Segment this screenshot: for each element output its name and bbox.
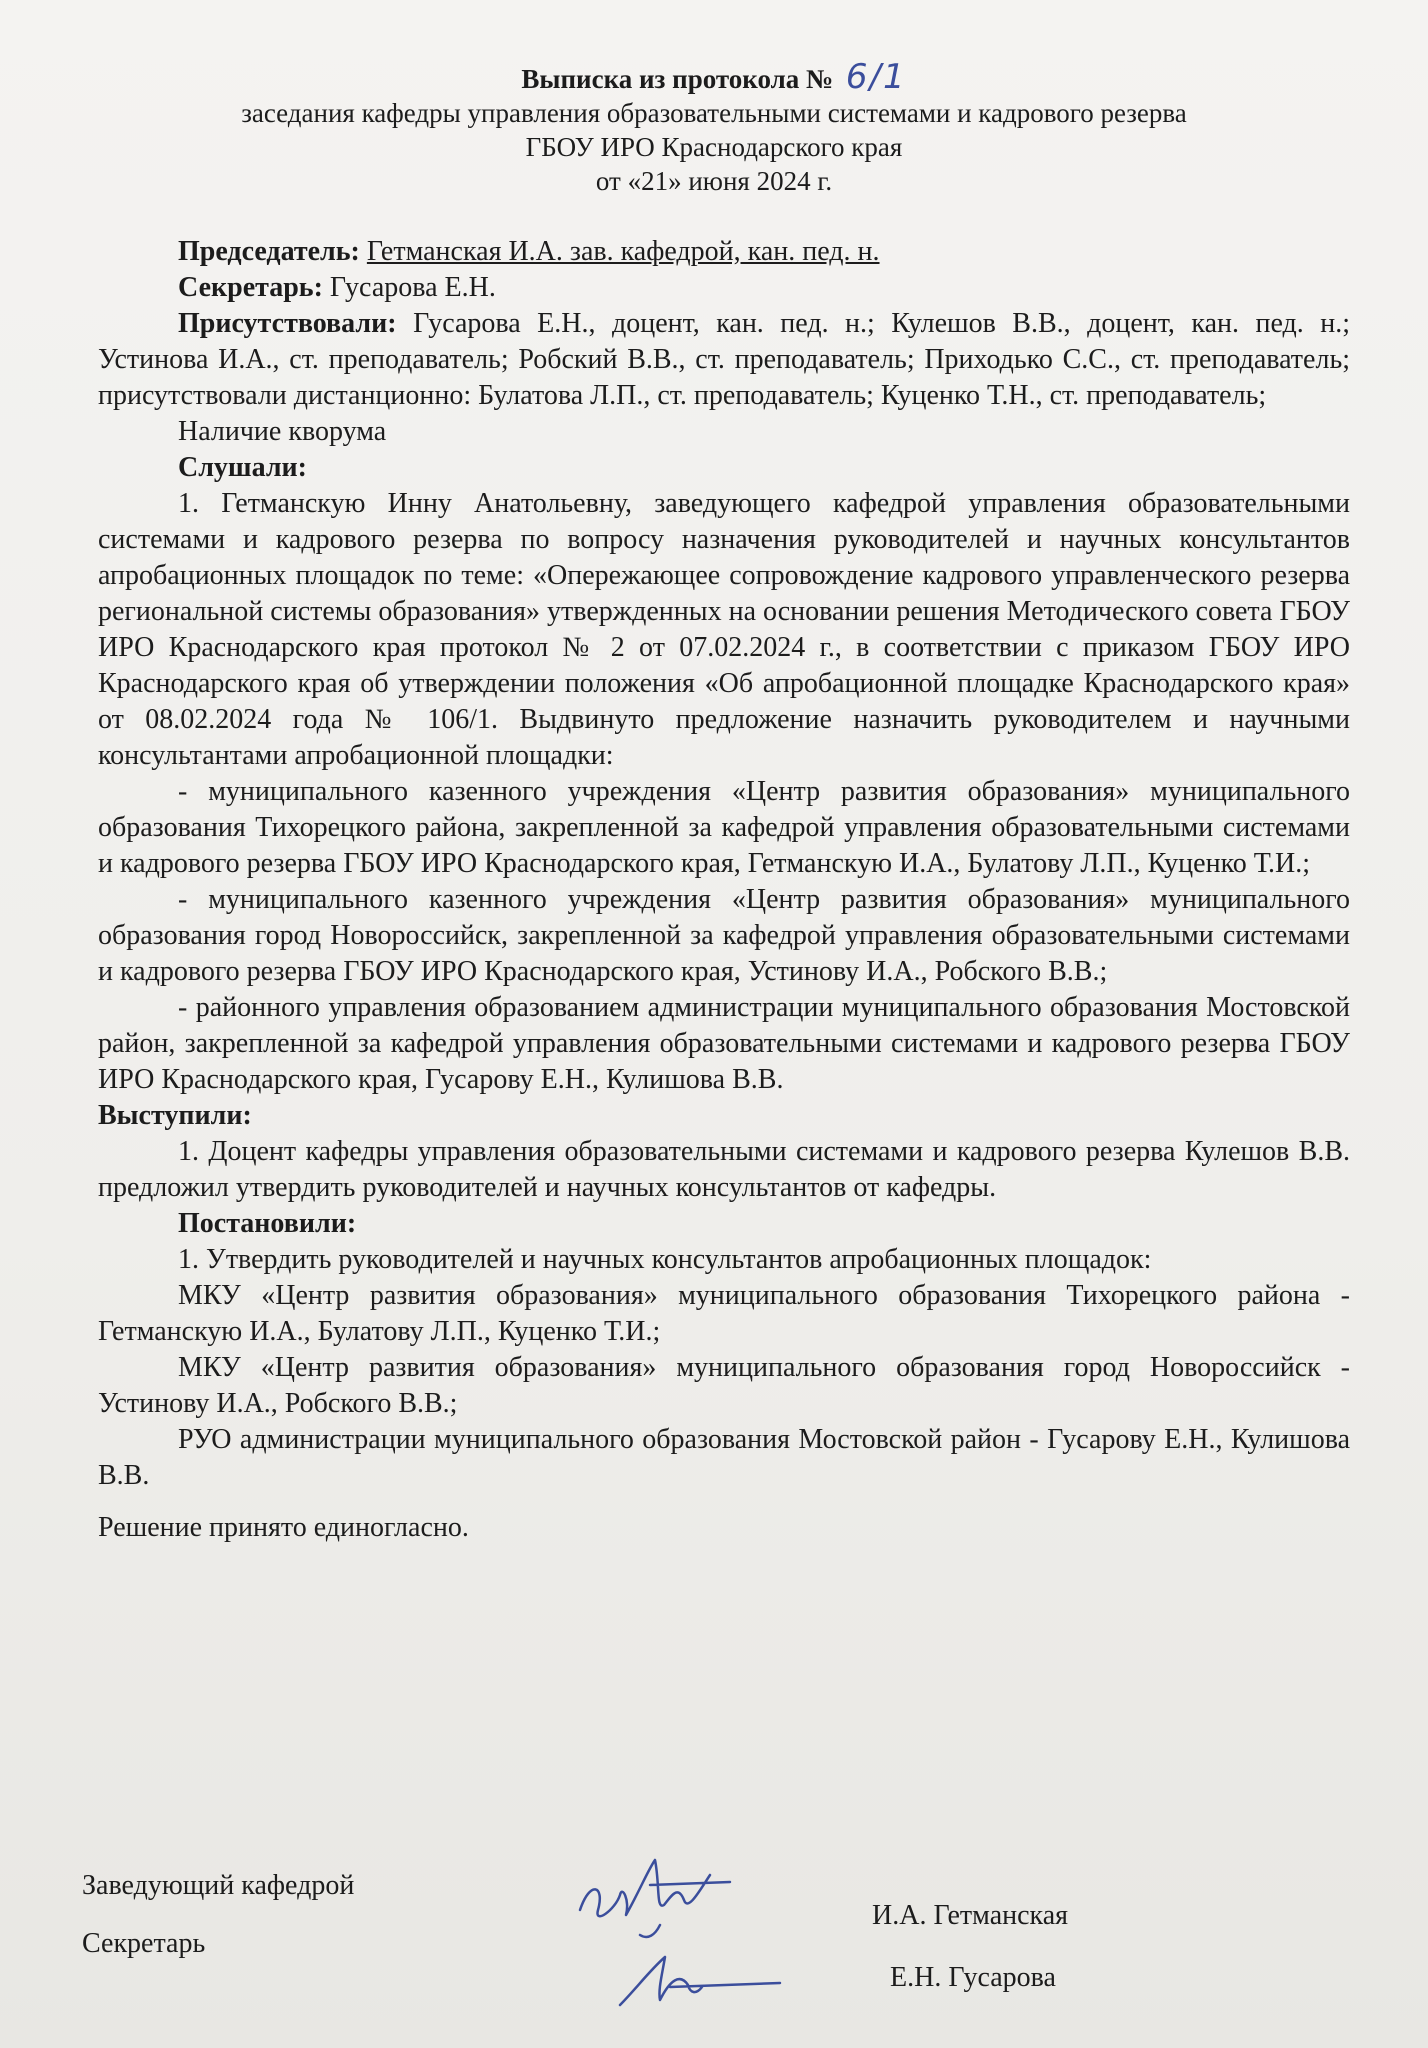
chair-line	[98, 234, 1350, 270]
header-organization: ГБОУ ИРО Краснодарского края	[525, 132, 903, 162]
heard-heading	[98, 450, 1350, 486]
spoke-item-1: 1. Доцент кафедры управления образовательными системами и кадрового резерва Кулешов В.В. предложил утвердить руководителей и научных консультантов от кафедры.	[98, 1136, 1350, 1203]
decision-line: Решение принято единогласно.	[98, 1512, 469, 1543]
secretary-name: Е.Н. Гусарова	[890, 1962, 1056, 1993]
resolved-paragraph-2: МКУ «Центр развития образования» муниципального образования город Новороссийск - Устинову И.А., Робского В.В.;	[98, 1352, 1350, 1419]
resolved-label: Постановили:	[178, 1208, 357, 1239]
heard-subitem-1: - муниципального казенного учреждения «Центр развития образования» муниципального образования Тихорецкого района, закрепленной за кафедрой управления образовательными системами и кадрового резерва ГБОУ ИРО Краснодарского края, Гетманскую И.А., Булатову Л.П., Куценко Т.И.;	[98, 776, 1350, 879]
quorum-line: Наличие кворума	[178, 416, 387, 447]
present-value: Гусарова Е.Н., доцент, кан. пед. н.; Кулешов В.В., доцент, кан. пед. н.; Устинова И.А., ст. преподаватель; Робский В.В., ст. преподаватель; Приходько С.С., ст. преподаватель; присутствовали дистанционно: Булатова Л.П., ст. преподаватель; Куценко Т.Н., ст. преподаватель;	[98, 308, 1350, 411]
present-label: Присутствовали:	[178, 308, 397, 339]
spoke-label: Выступили:	[98, 1100, 252, 1131]
resolved-paragraph-3: РУО администрации муниципального образования Мостовской район - Гусарову Е.Н., Кулишова В.В.	[98, 1424, 1350, 1491]
header-subtitle: заседания кафедры управления образовательными системами и кадрового резерва	[241, 98, 1187, 128]
resolved-item-1: 1. Утвердить руководителей и научных консультантов апробационных площадок:	[178, 1244, 1152, 1275]
present-paragraph	[98, 306, 1350, 414]
heard-label: Слушали:	[178, 452, 307, 483]
secretary-label: Секретарь:	[178, 272, 323, 303]
secretary-value: Гусарова Е.Н.	[329, 272, 496, 303]
head-title: Заведующий кафедрой	[82, 1870, 355, 1901]
chair-label: Председатель:	[178, 236, 360, 267]
resolved-heading	[98, 1206, 1350, 1242]
secretary-line	[98, 270, 1350, 306]
head-name: И.А. Гетманская	[872, 1900, 1069, 1931]
header-date: от «21» июня 2024 г.	[595, 166, 833, 196]
secretary-title: Секретарь	[82, 1928, 206, 1959]
spoke-heading	[98, 1098, 1350, 1134]
document-body	[98, 234, 1350, 1546]
heard-subitem-3: - районного управления образованием администрации муниципального образования Мостовской район, закрепленной за кафедрой управления образовательными системами и кадрового резерва ГБОУ ИРО Краснодарского края, Гусарову Е.Н., Кулишова В.В.	[98, 992, 1350, 1095]
head-signature	[560, 1840, 740, 1950]
secretary-signature	[610, 1945, 790, 2015]
resolved-paragraph-1: МКУ «Центр развития образования» муниципального образования Тихорецкого района - Гетманскую И.А., Булатову Л.П., Куценко Т.И.;	[98, 1280, 1350, 1347]
chair-value: Гетманская И.А. зав. кафедрой, кан. пед. н.	[366, 236, 880, 267]
heard-item-1: 1. Гетманскую Инну Анатольевну, заведующего кафедрой управления образовательными системами и кадрового резерва по вопросу назначения руководителей и научных консультантов апробационных площадок по теме: «Опережающее сопровождение кадрового управленческого резерва региональной системы образования» утвержденных на основании решения Методического совета ГБОУ ИРО Краснодарского края протокол № 2 от 07.02.2024 г., в соответствии с приказом ГБОУ ИРО Краснодарского края об утверждении положения «Об апробационной площадке Краснодарского края» от 08.02.2024 года № 106/1. Выдвинуто предложение назначить руководителем и научными консультантами апробационной площадки:	[98, 488, 1350, 771]
document-title: Выписка из протокола №	[521, 64, 834, 94]
document-header	[0, 57, 1428, 198]
heard-subitem-2: - муниципального казенного учреждения «Центр развития образования» муниципального образования город Новороссийск, закрепленной за кафедрой управления образовательными системами и кадрового резерва ГБОУ ИРО Краснодарского края, Устинову И.А., Робского В.В.;	[98, 884, 1350, 987]
handwritten-protocol-number: 6/1	[845, 57, 907, 97]
